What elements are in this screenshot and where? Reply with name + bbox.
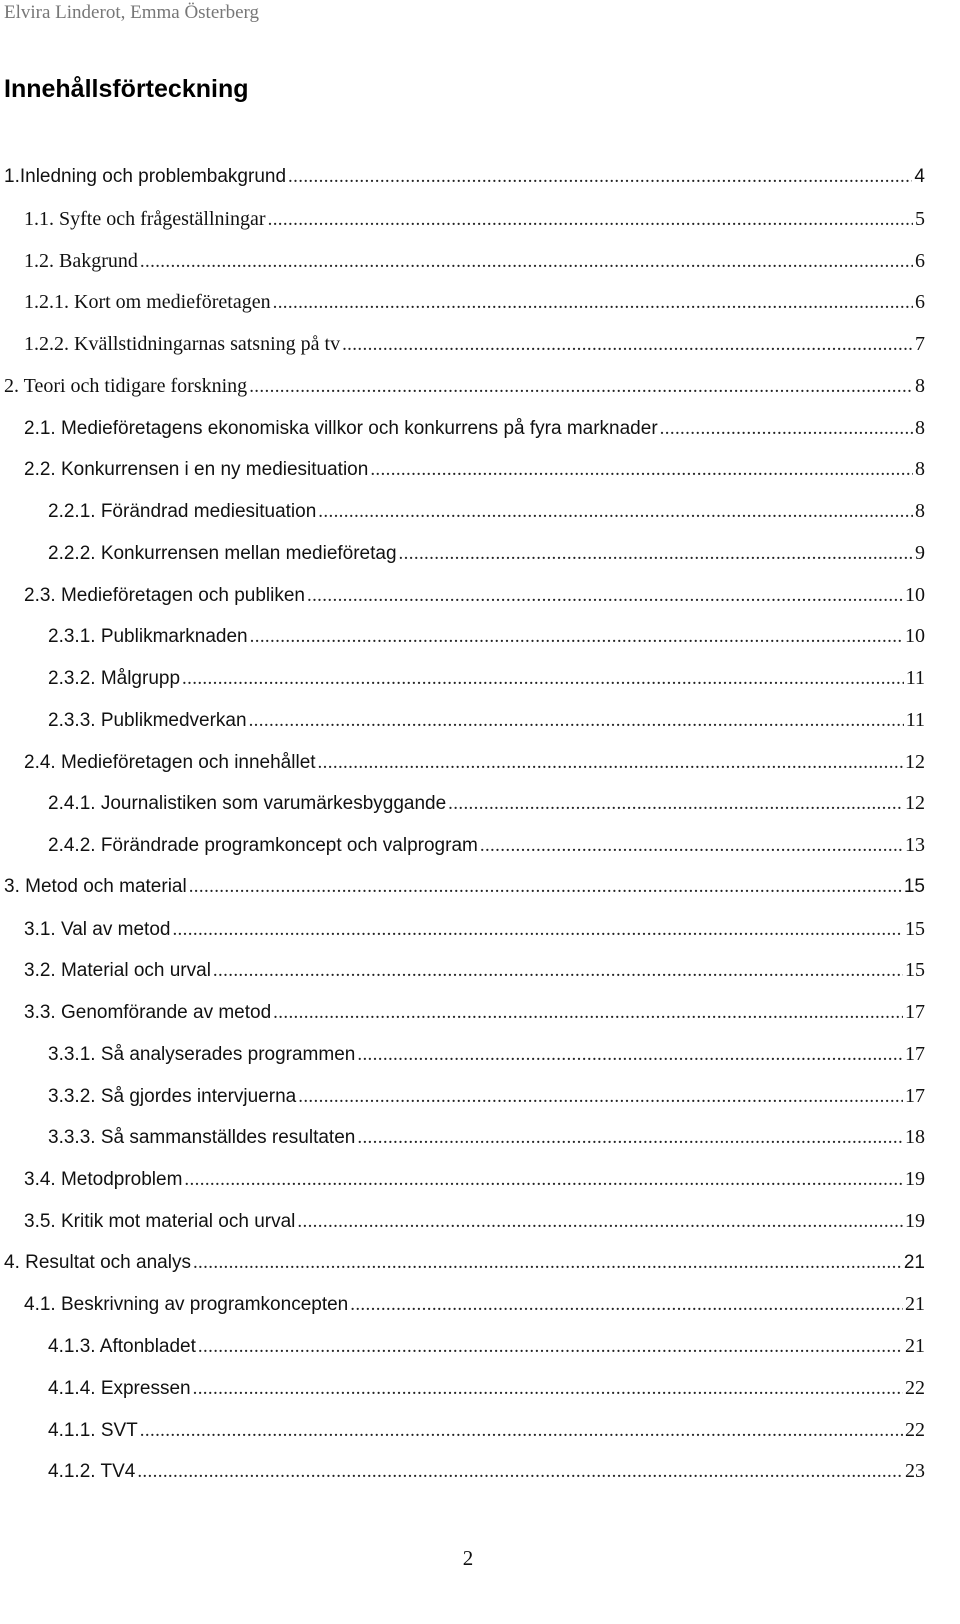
toc-entry[interactable]: [4, 1252, 925, 1282]
toc-entry-page: 8: [915, 416, 925, 439]
toc-leader-dots: [140, 251, 913, 273]
toc-leader-dots: [357, 1127, 903, 1149]
toc-entry-page: 15: [905, 959, 925, 982]
toc-entry-label: 2.2.1. Förändrad mediesituation: [48, 501, 317, 522]
toc-entry[interactable]: [48, 667, 925, 697]
toc-entry-page: 11: [905, 667, 925, 689]
toc-entry[interactable]: [4, 876, 925, 906]
toc-leader-dots: [193, 1378, 903, 1400]
toc-entry[interactable]: [24, 291, 925, 321]
toc-entry-label: 4.1.1. SVT: [48, 1419, 138, 1441]
toc-leader-dots: [480, 835, 903, 857]
toc-entry[interactable]: [24, 751, 925, 781]
toc-entry-label: 2.2.2. Konkurrensen mellan medieföretag: [48, 542, 397, 564]
toc-entry[interactable]: [48, 1335, 925, 1365]
toc-leader-dots: [318, 501, 913, 523]
toc-entry[interactable]: [4, 375, 925, 405]
toc-entry[interactable]: [24, 584, 925, 614]
toc-leader-dots: [249, 376, 913, 398]
toc-entry-page: 8: [915, 458, 925, 481]
toc-entry-label: 3.3.2. Så gjordes intervjuerna: [48, 1085, 297, 1107]
toc-entry-page: 6: [915, 291, 925, 314]
toc-entry-label: 2.4. Medieföretagen och innehållet: [24, 751, 316, 773]
toc-entry-label: 1.2. Bakgrund: [24, 249, 138, 272]
toc-leader-dots: [448, 793, 903, 815]
toc-leader-dots: [249, 710, 904, 732]
toc-leader-dots: [137, 1461, 903, 1483]
toc-entry-page: 7: [915, 333, 925, 355]
toc-entry-label: 2.3.2. Målgrupp: [48, 668, 181, 689]
toc-entry[interactable]: [4, 166, 925, 196]
toc-entry-page: 10: [905, 625, 925, 648]
toc-entry[interactable]: [24, 250, 925, 280]
toc-entry[interactable]: [24, 333, 925, 363]
toc-leader-dots: [184, 1169, 903, 1191]
toc-leader-dots: [298, 1086, 903, 1108]
toc-entry-label: 3.3.1. Så analyserades programmen: [48, 1043, 356, 1065]
toc-entry[interactable]: [48, 792, 925, 822]
toc-entry-label: 2.3. Medieföretagen och publiken: [24, 584, 305, 606]
toc-entry-label: 2.3.3. Publikmedverkan: [48, 709, 247, 731]
toc-entry[interactable]: [48, 542, 925, 572]
toc-entry-page: 10: [905, 583, 925, 606]
toc-leader-dots: [273, 292, 913, 314]
toc-entry[interactable]: [48, 1377, 925, 1407]
toc-leader-dots: [370, 459, 913, 481]
toc-entry[interactable]: [24, 1210, 925, 1240]
toc-entry[interactable]: [48, 1419, 925, 1449]
running-header: Elvira Linderot, Emma Österberg: [4, 2, 260, 23]
toc-entry-page: 8: [915, 500, 925, 522]
toc-entry[interactable]: [24, 959, 925, 989]
toc-entry-page: 21: [905, 1293, 925, 1316]
toc-entry-label: 4. Resultat och analys: [4, 1251, 191, 1273]
toc-entry-page: 17: [905, 1042, 925, 1065]
toc-leader-dots: [189, 876, 902, 898]
toc-entry-label: 3.1. Val av metod: [24, 918, 171, 940]
toc-entry-label: 2. Teori och tidigare forskning: [4, 374, 248, 397]
toc-entry-page: 21: [903, 1251, 925, 1273]
toc-entry-page: 9: [915, 541, 925, 564]
toc-entry-page: 12: [905, 750, 925, 773]
toc-entry-label: 4.1.2. TV4: [48, 1461, 136, 1483]
toc-leader-dots: [140, 1420, 903, 1442]
toc-leader-dots: [350, 1294, 903, 1316]
toc-entry-label: 2.3.1. Publikmarknaden: [48, 626, 248, 648]
toc-entry[interactable]: [48, 1085, 925, 1115]
toc-entry-label: 3.3. Genomförande av metod: [24, 1002, 272, 1023]
toc-entry-page: 11: [905, 708, 925, 731]
toc-entry[interactable]: [24, 918, 925, 948]
toc-entry-page: 8: [915, 374, 925, 397]
toc-entry[interactable]: [24, 417, 925, 447]
toc-entry-page: 17: [905, 1001, 925, 1023]
toc-leader-dots: [193, 1252, 902, 1274]
toc-leader-dots: [660, 418, 913, 440]
toc-entry-label: 4.1.3. Aftonbladet: [48, 1336, 196, 1357]
toc-entry[interactable]: [24, 1168, 925, 1198]
page-title: Innehållsförteckning: [4, 75, 249, 103]
toc-entry[interactable]: [48, 1460, 925, 1490]
toc-entry[interactable]: [24, 1001, 925, 1031]
toc-leader-dots: [268, 209, 913, 231]
toc-leader-dots: [307, 585, 903, 607]
toc-entry-page: 4: [914, 166, 925, 187]
toc-entry[interactable]: [24, 208, 925, 238]
toc-entry[interactable]: [48, 1043, 925, 1073]
toc-entry[interactable]: [24, 458, 925, 488]
toc-entry-label: 1.1. Syfte och frågeställningar: [24, 207, 266, 230]
toc-leader-dots: [297, 1211, 903, 1233]
toc-entry-label: 1.Inledning och problembakgrund: [4, 166, 287, 187]
toc-entry-page: 17: [905, 1084, 925, 1107]
toc-entry-label: 2.4.1. Journalistiken som varumärkesbyggande: [48, 793, 447, 815]
toc-entry-page: 22: [905, 1418, 925, 1441]
toc-entry-label: 3.2. Material och urval: [24, 960, 211, 982]
toc-entry-label: 4.1.4. Expressen: [48, 1377, 191, 1399]
toc-leader-dots: [342, 334, 913, 356]
toc-entry[interactable]: [24, 1293, 925, 1323]
toc-leader-dots: [213, 960, 903, 982]
toc-entry-page: 19: [905, 1168, 925, 1190]
toc-entry-page: 18: [905, 1126, 925, 1149]
page-number: 2: [462, 1546, 474, 1570]
toc-entry[interactable]: [48, 500, 925, 530]
toc-entry-page: 22: [905, 1376, 925, 1399]
toc-entry-page: 15: [903, 875, 925, 897]
toc-entry[interactable]: [48, 1126, 925, 1156]
toc-leader-dots: [288, 166, 912, 188]
toc-entry-page: 13: [905, 834, 925, 856]
toc-entry[interactable]: [48, 709, 925, 739]
toc-entry-label: 3. Metod och material: [4, 875, 187, 897]
toc-leader-dots: [198, 1336, 903, 1358]
toc-leader-dots: [172, 919, 903, 941]
toc-entry-page: 21: [905, 1335, 925, 1357]
toc-entry-label: 3.3.3. Så sammanställdes resultaten: [48, 1127, 356, 1149]
toc-entry[interactable]: [48, 834, 925, 864]
toc-leader-dots: [399, 543, 913, 565]
toc-leader-dots: [250, 626, 903, 648]
toc-entry-page: 5: [915, 207, 925, 230]
toc-leader-dots: [318, 752, 903, 774]
toc-entry-page: 12: [905, 792, 925, 815]
toc-entry-label: 3.4. Metodproblem: [24, 1169, 183, 1190]
toc-leader-dots: [273, 1002, 903, 1024]
toc-entry-label: 2.2. Konkurrensen i en ny mediesituation: [24, 459, 369, 481]
toc-entry-page: 15: [905, 917, 925, 940]
toc-entry-label: 1.2.1. Kort om medieföretagen: [24, 291, 271, 314]
toc-leader-dots: [357, 1044, 903, 1066]
toc-entry-page: 19: [905, 1209, 925, 1232]
toc-entry-label: 2.1. Medieföretagens ekonomiska villkor och konkurrens på fyra marknader: [24, 417, 658, 439]
toc-leader-dots: [182, 668, 904, 690]
toc-entry-label: 4.1. Beskrivning av programkoncepten: [24, 1294, 349, 1316]
toc-entry-label: 2.4.2. Förändrade programkoncept och valprogram: [48, 835, 478, 856]
toc-entry-label: 1.2.2. Kvällstidningarnas satsning på tv: [24, 333, 341, 355]
toc-entry[interactable]: [48, 625, 925, 655]
toc-entry-label: 3.5. Kritik mot material och urval: [24, 1210, 296, 1232]
toc-entry-page: 6: [915, 249, 925, 272]
toc-entry-page: 23: [905, 1460, 925, 1483]
